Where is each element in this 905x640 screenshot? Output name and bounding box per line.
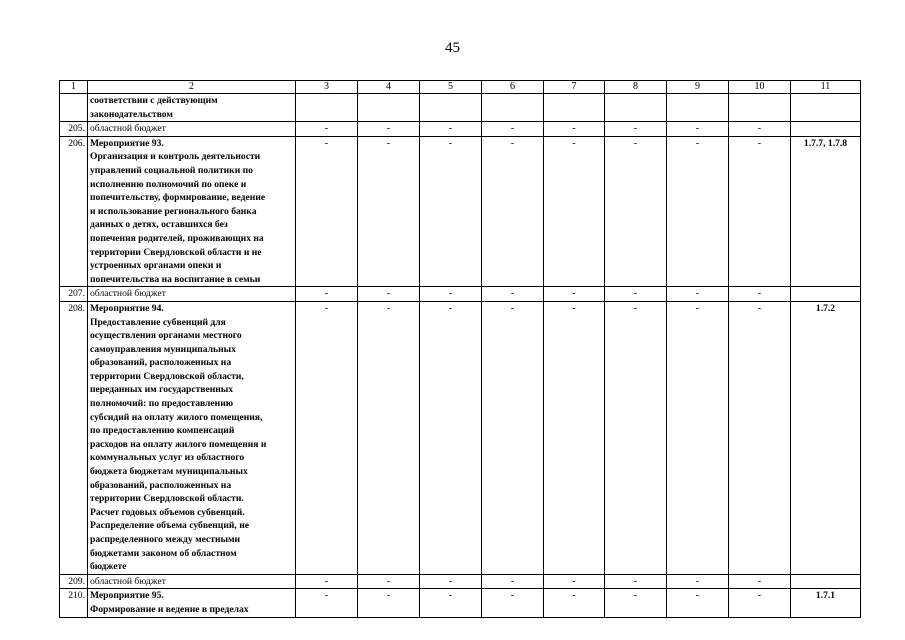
page-number: 45 [445,40,460,56]
column-header-3: 3 [296,81,358,94]
table-row [60,136,861,287]
value-cell-col-6: - [482,136,544,287]
value-cell-col-7 [544,94,605,122]
column-header-5: 5 [420,81,482,94]
value-cell-col-9: - [667,122,729,137]
value-cell-col-3: - [296,574,358,589]
description-line: по предоставлению компенсаций [90,425,235,437]
description-line: образований, расположенных на [90,479,232,491]
value-cell-col-8: - [605,136,667,287]
value-cell-col-6: - [482,589,544,617]
description-line: территории Свердловской области, [90,370,244,382]
value-cell-col-3: - [296,287,358,302]
row-description [88,122,296,137]
value-cell-col-4: - [358,589,420,617]
target-reference [791,122,861,137]
description-line: Расчет годовых объемов субвенций. [90,506,245,518]
row-description [88,589,296,617]
value-cell-col-9: - [667,287,729,302]
value-cell-col-9: - [667,589,729,617]
table-row [60,94,861,122]
table-row [60,122,861,137]
target-reference [791,287,861,302]
column-header-10: 10 [729,81,791,94]
row-description [88,136,296,287]
row-number: 206. [60,136,88,287]
value-cell-col-7: - [544,589,605,617]
value-cell-col-8: - [605,122,667,137]
value-cell-col-7: - [544,301,605,574]
row-number [60,94,88,122]
value-cell-col-10: - [729,122,791,137]
value-cell-col-9: - [667,136,729,287]
value-cell-col-4: - [358,287,420,302]
description-line: распределенного между местными [90,534,241,545]
table-row [60,574,861,589]
value-cell-col-9: - [667,574,729,589]
table-row [60,287,861,302]
description-line: расходов на оплату жилого помещения и [90,438,267,450]
description-line: бюджетами законом об областном [90,547,237,559]
value-cell-col-8: - [605,589,667,617]
description-line: переданных им государственных [90,384,234,396]
description-line: попечительству, формирование, ведение [90,192,266,204]
description-line: Предоставление субвенций для [90,316,226,328]
program-table [59,80,861,618]
description-line: коммунальных услуг из областного [90,452,245,464]
value-cell-col-3: - [296,301,358,574]
description-line: управлений социальной политики по [90,164,253,176]
column-header-11: 11 [791,81,861,94]
column-header-9: 9 [667,81,729,94]
description-line: Организация и контроль деятельности [90,151,261,163]
column-header-7: 7 [544,81,605,94]
description-line: бюджета бюджетам муниципальных [90,466,248,478]
description-line: попечительства на воспитание в семьи [90,273,261,285]
row-description [88,287,296,302]
row-description [88,94,296,122]
target-reference [791,94,861,122]
value-cell-col-9 [667,94,729,122]
column-header-4: 4 [358,81,420,94]
value-cell-col-4: - [358,301,420,574]
row-number: 207. [60,287,88,302]
value-cell-col-4: - [358,136,420,287]
measure-title: Мероприятие 94. [90,302,164,314]
value-cell-col-7: - [544,574,605,589]
value-cell-col-6: - [482,574,544,589]
description-line: исполнению полномочий по опеке и [90,178,247,190]
value-cell-col-5: - [420,574,482,589]
target-reference: 1.7.7, 1.7.8 [791,136,861,287]
value-cell-col-10: - [729,136,791,287]
target-reference: 1.7.2 [791,301,861,574]
column-header-1: 1 [60,81,88,94]
value-cell-col-7: - [544,136,605,287]
description-line: территории Свердловской области. [90,493,244,505]
value-cell-col-7: - [544,122,605,137]
value-cell-col-5: - [420,301,482,574]
value-cell-col-7: - [544,287,605,302]
description-line: образований, расположенных на [90,357,232,369]
description-line: самоуправления муниципальных [90,343,236,355]
value-cell-col-10: - [729,301,791,574]
description-line: законодательством [90,108,173,120]
value-cell-col-4: - [358,122,420,137]
value-cell-col-6: - [482,122,544,137]
description-line: данных о детях, оставшихся без [90,219,228,231]
table-row [60,589,861,617]
value-cell-col-6: - [482,287,544,302]
description-line: субсидий на оплату жилого помещения, [90,411,263,423]
value-cell-col-10: - [729,574,791,589]
value-cell-col-4: - [358,574,420,589]
description-line: Формирование и ведение в пределах [90,603,249,615]
value-cell-col-10: - [729,287,791,302]
measure-title: Мероприятие 93. [90,137,164,149]
value-cell-col-10: - [729,589,791,617]
value-cell-col-8 [605,94,667,122]
value-cell-col-8: - [605,574,667,589]
value-cell-col-9: - [667,301,729,574]
value-cell-col-3: - [296,122,358,137]
value-cell-col-3 [296,94,358,122]
value-cell-col-8: - [605,287,667,302]
value-cell-col-6 [482,94,544,122]
description-line: осуществления органами местного [90,330,242,342]
value-cell-col-8: - [605,301,667,574]
value-cell-col-5: - [420,122,482,137]
column-header-row [60,81,861,94]
description-line: областной бюджет [90,288,166,300]
description-line: бюджете [90,561,127,573]
value-cell-col-5: - [420,589,482,617]
column-header-8: 8 [605,81,667,94]
row-number: 208. [60,301,88,574]
value-cell-col-5: - [420,287,482,302]
row-number: 210. [60,589,88,617]
description-line: устроенных органами опеки и [90,260,222,272]
value-cell-col-6: - [482,301,544,574]
column-header-2: 2 [88,81,296,94]
measure-title: Мероприятие 95. [90,590,164,602]
value-cell-col-3: - [296,136,358,287]
value-cell-col-10 [729,94,791,122]
description-line: полномочий: по предоставлению [90,398,234,410]
value-cell-col-5: - [420,136,482,287]
description-line: попечения родителей, проживающих на [90,232,264,244]
row-number: 209. [60,574,88,589]
value-cell-col-3: - [296,589,358,617]
description-line: областной бюджет [90,575,166,587]
description-line: и использование регионального банка [90,205,257,217]
value-cell-col-5 [420,94,482,122]
value-cell-col-4 [358,94,420,122]
row-description [88,574,296,589]
target-reference: 1.7.1 [791,589,861,617]
column-header-6: 6 [482,81,544,94]
description-line: Распределение объема субвенций, не [90,520,249,532]
table-row [60,301,861,574]
description-line: соответствии с действующим [90,95,218,106]
row-number: 205. [60,122,88,137]
description-line: областной бюджет [90,123,166,135]
target-reference [791,574,861,589]
row-description [88,301,296,574]
description-line: территории Свердловской области и не [90,246,262,258]
